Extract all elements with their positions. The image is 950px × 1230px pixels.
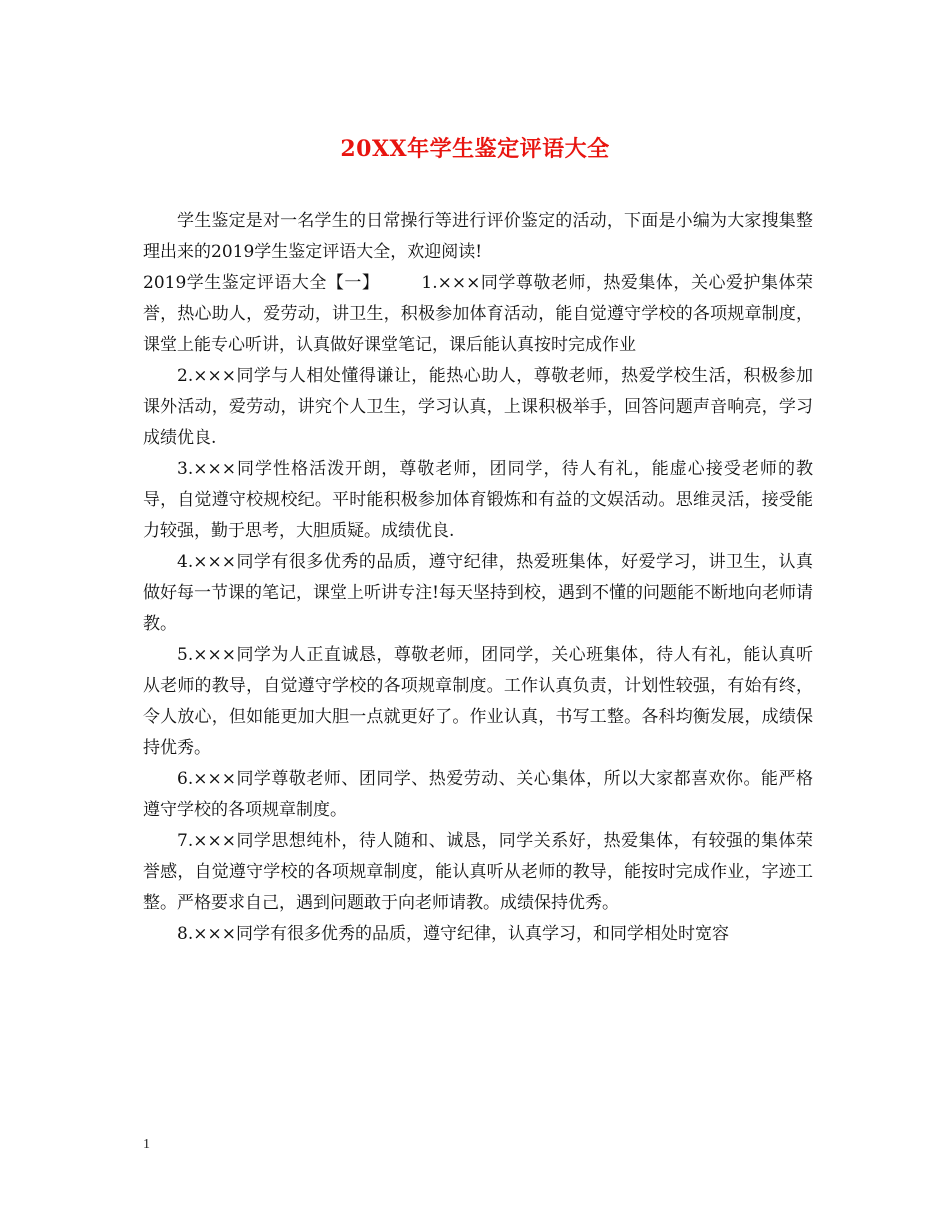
comment-item-2: 2.×××同学与人相处懂得谦让，能热心助人，尊敬老师，热爱学校生活，积极参加课外活动，爱劳动，讲究个人卫生，学习认真，上课积极举手，回答问题声音响亮，学习成绩优良. (143, 366, 813, 448)
document-title: 20XX年学生鉴定评语大全 (340, 136, 610, 162)
comment-item-1: 1.×××同学尊敬老师，热爱集体，关心爱护集体荣誉，热心助人，爱劳动，讲卫生，积极参加体育活动，能自觉遵守学校的各项规章制度，课堂上能专心听讲，认真做好课堂笔记，课后能认真按时完成作业 (143, 273, 813, 355)
comment-item-7: 7.×××同学思想纯朴，待人随和、诚恳，同学关系好，热爱集体，有较强的集体荣誉感，自觉遵守学校的各项规章制度，能认真听从老师的教导，能按时完成作业，字迹工整。严格要求自己，遇到问题敢于向老师请教。成绩保持优秀。 (143, 831, 813, 913)
comment-item-8: 8.×××同学有很多优秀的品质，遵守纪律，认真学习，和同学相处时宽容 (177, 924, 729, 944)
page-number: 1 (143, 1137, 150, 1152)
intro-paragraph: 学生鉴定是对一名学生的日常操行等进行评价鉴定的活动，下面是小编为大家搜集整理出来的2019学生鉴定评语大全，欢迎阅读! (143, 211, 813, 262)
comment-item-4: 4.×××同学有很多优秀的品质，遵守纪律，热爱班集体，好爱学习，讲卫生，认真做好每一节课的笔记，课堂上听讲专注!每天坚持到校，遇到不懂的问题能不断地向老师请教。 (143, 552, 813, 634)
section-paragraph (143, 268, 813, 361)
section-heading: 2019学生鉴定评语大全【一】 (143, 273, 380, 293)
document-body (143, 206, 813, 950)
comment-item-3: 3.×××同学性格活泼开朗，尊敬老师，团同学，待人有礼，能虚心接受老师的教导，自觉遵守校规校纪。平时能积极参加体育锻炼和有益的文娱活动。思维灵活，接受能力较强，勤于思考，大胆质疑。成绩优良. (143, 459, 813, 541)
comment-item-5: 5.×××同学为人正直诚恳，尊敬老师，团同学，关心班集体，待人有礼，能认真听从老师的教导，自觉遵守学校的各项规章制度。工作认真负责，计划性较强，有始有终，令人放心，但如能更加大胆一点就更好了。作业认真，书写工整。各科均衡发展，成绩保持优秀。 (143, 645, 813, 758)
comment-item-6: 6.×××同学尊敬老师、团同学、热爱劳动、关心集体，所以大家都喜欢你。能严格遵守学校的各项规章制度。 (143, 769, 813, 820)
